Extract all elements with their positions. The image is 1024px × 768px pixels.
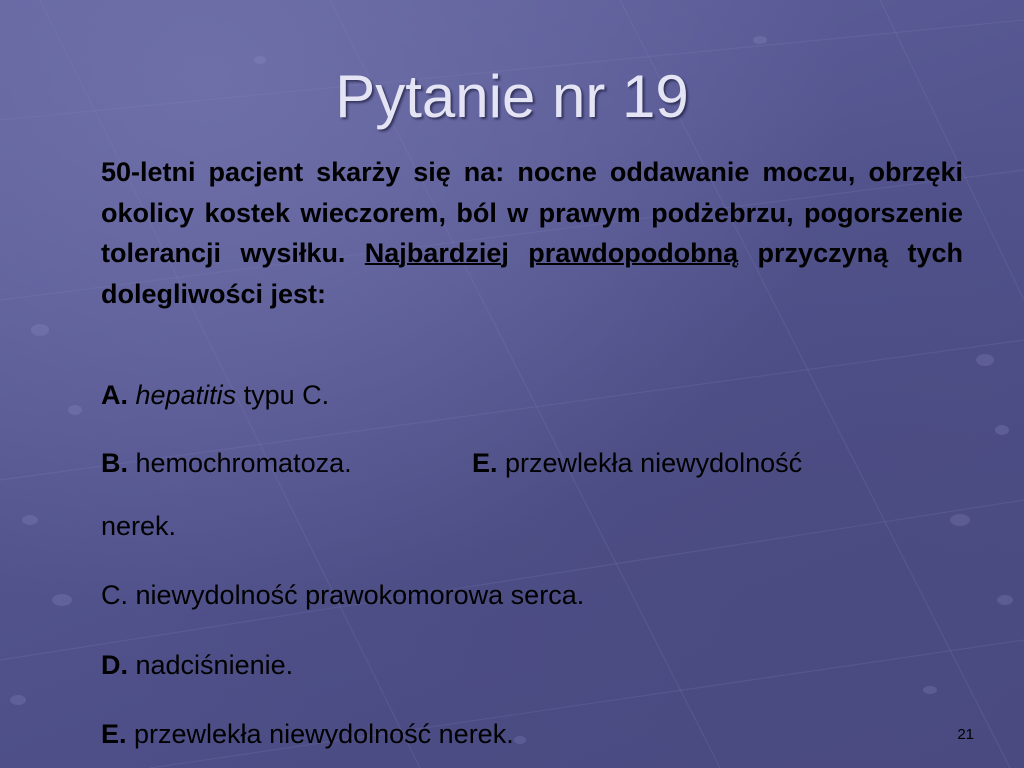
question-intro: 50-letni pacjent skarży się na: nocne oddawanie moczu, obrzęki okolicy kostek wieczorem, ból w prawym podżebrzu, pogorszenie tolerancji wysiłku. xyxy=(101,157,963,268)
answer-e-inline-text: przewlekła niewydolność xyxy=(497,448,803,478)
answer-d-letter: D. xyxy=(101,650,128,680)
answer-c: C. niewydolność prawokomorowa serca. xyxy=(101,580,585,610)
emphasis-most: Najbardziej xyxy=(364,238,509,268)
emphasis-likely: prawdopodobną xyxy=(528,238,739,268)
answer-b-wrap: nerek. xyxy=(101,511,177,541)
answer-e-letter: E. xyxy=(101,719,127,749)
question-text xyxy=(101,152,963,314)
answer-d-text: nadciśnienie. xyxy=(128,650,294,680)
slide-title: Pytanie nr 19 xyxy=(335,63,689,130)
answer-e-inline xyxy=(472,448,802,479)
answer-b xyxy=(101,448,352,479)
answer-a xyxy=(101,380,329,411)
answer-a-letter: A. xyxy=(101,380,128,410)
answer-e-text: przewlekła niewydolność nerek. xyxy=(126,719,514,749)
page-number: 21 xyxy=(957,726,974,743)
question-outro: przyczyną tych dolegliwości jest: xyxy=(101,238,963,309)
answer-b-text: hemochromatoza. xyxy=(128,448,352,478)
answer-a-text: typu C. xyxy=(236,380,330,410)
answer-d xyxy=(101,650,293,681)
answer-a-italic: hepatitis xyxy=(135,380,237,410)
answer-b-letter: B. xyxy=(101,448,128,478)
answer-e-inline-letter: E. xyxy=(472,448,498,478)
answer-e xyxy=(101,719,514,750)
